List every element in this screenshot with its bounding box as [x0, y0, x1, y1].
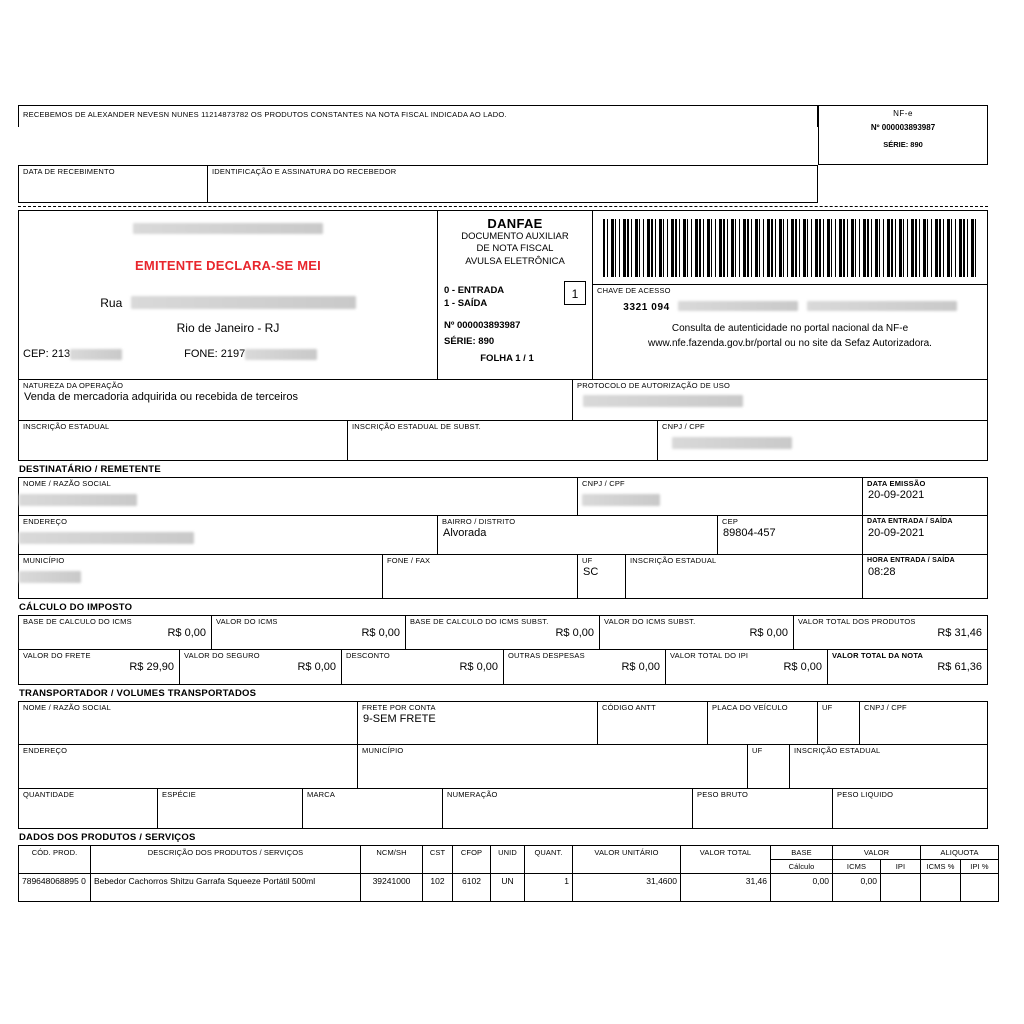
- dest-cep-label: CEP: [722, 517, 739, 526]
- peso-liquido-label: PESO LIQUIDO: [837, 790, 894, 799]
- valor-icms-subst-box: [600, 615, 794, 650]
- dest-cnpj-label: CNPJ / CPF: [582, 479, 625, 488]
- valor-icms-box: [212, 615, 406, 650]
- marca-label: MARCA: [307, 790, 336, 799]
- dest-bairro-label: BAIRRO / DISTRITO: [442, 517, 516, 526]
- dest-cep-value: 89804-457: [723, 527, 776, 540]
- data-recebimento-label: DATA DE RECEBIMENTO: [23, 167, 115, 176]
- th-valor: VALOR: [833, 846, 921, 860]
- dest-cnpj-redacted: [582, 494, 660, 506]
- codigo-antt-box: [598, 701, 708, 745]
- dest-data-emissao-box: [863, 477, 988, 516]
- valor-icms-subst-value: R$ 0,00: [749, 627, 788, 640]
- valor-total-nota-value: R$ 61,36: [937, 661, 982, 674]
- table-row: [19, 874, 999, 902]
- produtos-table: [18, 845, 999, 902]
- th-ncm: NCM/SH: [361, 846, 423, 874]
- barcode-image: [603, 219, 977, 277]
- cell-cod-prod: 789648068895 0: [19, 874, 91, 902]
- valor-total-nota-label: VALOR TOTAL DA NOTA: [832, 651, 924, 660]
- danfae-tipo-operacao: 1: [564, 281, 586, 305]
- desconto-label: DESCONTO: [346, 651, 390, 660]
- dest-nome-label: NOME / RAZÃO SOCIAL: [23, 479, 111, 488]
- especie-label: ESPÉCIE: [162, 790, 196, 799]
- cell-cfop: 6102: [453, 874, 491, 902]
- dest-cnpj-box: [578, 477, 863, 516]
- emitente-cidade: Rio de Janeiro - RJ: [176, 321, 280, 335]
- natureza-operacao-box: [18, 380, 573, 421]
- numeracao-label: NUMERAÇÃO: [447, 790, 498, 799]
- th-cfop: CFOP: [453, 846, 491, 874]
- dest-municipio-label: MUNICÍPIO: [23, 556, 65, 565]
- transp-municipio-box: [358, 745, 748, 789]
- danfae-saida-label: 1 - SAÍDA: [444, 297, 488, 309]
- imposto-section-title: CÁLCULO DO IMPOSTO: [19, 602, 133, 613]
- inscricao-subst-box: [348, 421, 658, 461]
- transportador-row-2: [18, 745, 988, 789]
- emitente-fone-label: FONE: 2197: [184, 348, 246, 360]
- danfae-entrada-label: 0 - ENTRADA: [444, 285, 505, 297]
- th-valor-ipi: IPI: [881, 860, 921, 874]
- valor-seguro-value: R$ 0,00: [297, 661, 336, 674]
- dest-cep-box: [718, 516, 863, 555]
- emitente-cnpj-redacted: [672, 437, 792, 449]
- dest-data-emissao-label: DATA EMISSÃO: [867, 479, 926, 488]
- danfae-box: [438, 210, 593, 380]
- transp-uf-box: [818, 701, 860, 745]
- dest-ie-label: INSCRIÇÃO ESTADUAL: [630, 556, 717, 565]
- inscricao-subst-label: INSCRIÇÃO ESTADUAL DE SUBST.: [352, 422, 481, 431]
- outras-despesas-box: [504, 650, 666, 685]
- emitente-box: [18, 210, 438, 380]
- transp-endereco-box: [18, 745, 358, 789]
- identificacao-recebedor-box: [208, 165, 818, 203]
- transp-ie-label: INSCRIÇÃO ESTADUAL: [794, 746, 881, 755]
- nfe-serie: SÉRIE: 890: [883, 140, 923, 149]
- transp-cnpj-label: CNPJ / CPF: [864, 703, 907, 712]
- valor-seguro-label: VALOR DO SEGURO: [184, 651, 260, 660]
- emitente-cep-redacted: [70, 349, 122, 360]
- valor-seguro-box: [180, 650, 342, 685]
- desconto-value: R$ 0,00: [459, 661, 498, 674]
- th-quant: QUANT.: [525, 846, 573, 874]
- transp-endereco-label: ENDEREÇO: [23, 746, 68, 755]
- cell-quant: 1: [525, 874, 573, 902]
- mei-declaration: EMITENTE DECLARA-SE MEI: [135, 258, 321, 273]
- protocolo-label: PROTOCOLO DE AUTORIZAÇÃO DE USO: [577, 381, 731, 390]
- dest-municipio-redacted: [19, 571, 81, 583]
- dest-hora-value: 08:28: [868, 565, 896, 578]
- valor-icms-value: R$ 0,00: [361, 627, 400, 640]
- transp-nome-box: [18, 701, 358, 745]
- valor-total-produtos-value: R$ 31,46: [937, 627, 982, 640]
- chave-acesso-valor: 3321 094: [623, 302, 670, 314]
- dest-hora-box: [863, 555, 988, 599]
- th-cst: CST: [423, 846, 453, 874]
- transp-uf-label: UF: [822, 703, 833, 712]
- base-icms-value: R$ 0,00: [167, 627, 206, 640]
- dest-fone-box: [383, 555, 578, 599]
- outras-despesas-label: OUTRAS DESPESAS: [508, 651, 585, 660]
- chave-acesso-redacted-2: [807, 301, 957, 311]
- base-icms-subst-box: [406, 615, 600, 650]
- cell-aliq-ipi: [961, 874, 999, 902]
- recibo-text: RECEBEMOS DE ALEXANDER NEVESN NUNES 11214873782 OS PRODUTOS CONSTANTES NA NOTA FISCAL INDICADA AO LADO.: [23, 110, 507, 119]
- cell-descricao: Bebedor Cachorros Shitzu Garrafa Squeeze Portátil 500ml: [91, 874, 361, 902]
- valor-ipi-label: VALOR TOTAL DO IPI: [670, 651, 749, 660]
- danfae-title: DANFAE: [487, 216, 543, 231]
- destinatario-row-3: [18, 555, 988, 599]
- danfae-numero: Nº 000003893987: [444, 319, 521, 331]
- danfae-subtitle-1: DOCUMENTO AUXILIAR: [461, 231, 569, 242]
- dest-data-entrada-label: DATA ENTRADA / SAÍDA: [867, 518, 953, 525]
- data-recebimento-box: [18, 165, 208, 203]
- base-icms-box: [18, 615, 212, 650]
- transp-cnpj-box: [860, 701, 988, 745]
- nfe-numero: Nº 000003893987: [870, 123, 936, 132]
- produtos-section-title: DADOS DOS PRODUTOS / SERVIÇOS: [19, 832, 196, 843]
- dest-fone-label: FONE / FAX: [387, 556, 431, 565]
- dest-ie-box: [626, 555, 863, 599]
- chave-acesso-redacted: [678, 301, 798, 311]
- peso-bruto-label: PESO BRUTO: [697, 790, 749, 799]
- base-icms-subst-label: BASE DE CALCULO DO ICMS SUBST.: [410, 617, 549, 626]
- dest-endereco-box: [18, 516, 438, 555]
- peso-liquido-box: [833, 789, 988, 829]
- dest-nome-redacted: [19, 494, 137, 506]
- valor-icms-label: VALOR DO ICMS: [216, 617, 278, 626]
- valor-total-produtos-label: VALOR TOTAL DOS PRODUTOS: [798, 617, 916, 626]
- codigo-antt-label: CÓDIGO ANTT: [602, 703, 656, 712]
- valor-frete-box: [18, 650, 180, 685]
- th-aliq-icms: ICMS %: [921, 860, 961, 874]
- th-base: BASE: [771, 846, 833, 860]
- natureza-row: [18, 380, 988, 421]
- recibo-text-box: [18, 105, 818, 127]
- emitente-rua-label: Rua: [100, 296, 123, 310]
- emitente-fone-redacted: [245, 349, 317, 360]
- valor-icms-subst-label: VALOR DO ICMS SUBST.: [604, 617, 696, 626]
- dest-data-entrada-box: [863, 516, 988, 555]
- produtos-header-group-row: [19, 846, 999, 860]
- dest-nome-box: [18, 477, 578, 516]
- desconto-box: [342, 650, 504, 685]
- imposto-row-1: [18, 615, 988, 650]
- natureza-operacao-value: Venda de mercadoria adquirida ou recebida de terceiros: [24, 391, 298, 404]
- recibo-section: [18, 105, 988, 203]
- cell-unid: UN: [491, 874, 525, 902]
- valor-total-produtos-box: [794, 615, 988, 650]
- emitente-cep-label: CEP: 213: [23, 348, 71, 360]
- inscricao-estadual-label: INSCRIÇÃO ESTADUAL: [23, 422, 110, 431]
- danfae-document: [18, 105, 988, 902]
- consulta-line-2: www.nfe.fazenda.gov.br/portal ou no site da Sefaz Autorizadora.: [648, 337, 932, 349]
- transportador-section-title: TRANSPORTADOR / VOLUMES TRANSPORTADOS: [19, 688, 257, 699]
- destinatario-row-1: [18, 477, 988, 516]
- danfae-serie: SÉRIE: 890: [444, 336, 495, 348]
- cell-ncm: 39241000: [361, 874, 423, 902]
- danfae-subtitle-3: AVULSA ELETRÔNICA: [465, 255, 565, 267]
- placa-veiculo-box: [708, 701, 818, 745]
- transportador-row-1: [18, 701, 988, 745]
- th-valor-unitario: VALOR UNITÁRIO: [573, 846, 681, 874]
- chave-acesso-label: CHAVE DE ACESSO: [597, 286, 671, 295]
- danfae-folha: FOLHA 1 / 1: [480, 353, 534, 365]
- th-descricao: DESCRIÇÃO DOS PRODUTOS / SERVIÇOS: [91, 846, 361, 874]
- frete-conta-value: 9-SEM FRETE: [363, 713, 436, 726]
- cell-valor-unitario: 31,4600: [573, 874, 681, 902]
- dest-municipio-box: [18, 555, 383, 599]
- cell-valor-total: 31,46: [681, 874, 771, 902]
- emitente-cnpj-box: [658, 421, 988, 461]
- th-unid: UNID: [491, 846, 525, 874]
- nfe-box: [818, 105, 988, 165]
- emitente-rua-redacted: [131, 296, 356, 309]
- valor-frete-label: VALOR DO FRETE: [23, 651, 91, 660]
- frete-conta-label: FRETE POR CONTA: [362, 703, 436, 712]
- protocolo-box: [573, 380, 988, 421]
- valor-total-nota-box: [828, 650, 988, 685]
- imposto-row-2: [18, 650, 988, 685]
- cell-cst: 102: [423, 874, 453, 902]
- transp-ie-box: [790, 745, 988, 789]
- th-valor-total: VALOR TOTAL: [681, 846, 771, 874]
- especie-box: [158, 789, 303, 829]
- transp-uf2-label: UF: [752, 746, 763, 755]
- tear-line: [18, 206, 988, 207]
- destinatario-section-title: DESTINATÁRIO / REMETENTE: [19, 464, 161, 475]
- base-icms-subst-value: R$ 0,00: [555, 627, 594, 640]
- dest-uf-label: UF: [582, 556, 593, 565]
- natureza-operacao-label: NATUREZA DA OPERAÇÃO: [23, 381, 124, 390]
- emitente-cnpj-label: CNPJ / CPF: [662, 422, 705, 431]
- recibo-bottom-row: [18, 165, 988, 203]
- th-aliq-ipi: IPI %: [961, 860, 999, 874]
- th-cod-prod: CÓD. PROD.: [19, 846, 91, 874]
- cell-aliq-icms: [921, 874, 961, 902]
- placa-veiculo-label: PLACA DO VEÍCULO: [712, 703, 788, 712]
- cell-valor-ipi: [881, 874, 921, 902]
- chave-acesso-box: [593, 210, 988, 380]
- danfae-subtitle-2: DE NOTA FISCAL: [476, 243, 554, 255]
- dest-uf-box: [578, 555, 626, 599]
- dest-uf-value: SC: [583, 566, 599, 579]
- valor-frete-value: R$ 29,90: [129, 661, 174, 674]
- base-icms-label: BASE DE CALCULO DO ICMS: [23, 617, 132, 626]
- valor-ipi-box: [666, 650, 828, 685]
- quantidade-box: [18, 789, 158, 829]
- destinatario-row-2: [18, 516, 988, 555]
- inscricao-estadual-box: [18, 421, 348, 461]
- th-base-calculo: Cálculo: [771, 860, 833, 874]
- dest-bairro-box: [438, 516, 718, 555]
- protocolo-redacted: [583, 395, 743, 407]
- cell-base-calculo: 0,00: [771, 874, 833, 902]
- peso-bruto-box: [693, 789, 833, 829]
- valor-ipi-value: R$ 0,00: [783, 661, 822, 674]
- dest-bairro-value: Alvorada: [443, 527, 487, 540]
- dest-endereco-redacted: [19, 532, 194, 544]
- transp-nome-label: NOME / RAZÃO SOCIAL: [23, 703, 111, 712]
- numeracao-box: [443, 789, 693, 829]
- transp-uf2-box: [748, 745, 790, 789]
- dest-hora-label: HORA ENTRADA / SAÍDA: [867, 557, 955, 564]
- th-valor-icms: ICMS: [833, 860, 881, 874]
- transportador-row-3: [18, 789, 988, 829]
- nfe-label: NF-e: [893, 109, 913, 118]
- marca-box: [303, 789, 443, 829]
- identificacao-recebedor-label: IDENTIFICAÇÃO E ASSINATURA DO RECEBEDOR: [212, 167, 397, 176]
- dest-data-entrada-value: 20-09-2021: [868, 526, 925, 539]
- quantidade-label: QUANTIDADE: [23, 790, 75, 799]
- frete-conta-box: [358, 701, 598, 745]
- emitente-nome-redacted: [133, 223, 323, 234]
- outras-despesas-value: R$ 0,00: [621, 661, 660, 674]
- transp-municipio-label: MUNICÍPIO: [362, 746, 404, 755]
- recibo-top-row: [18, 105, 988, 165]
- inscricoes-row: [18, 421, 988, 461]
- th-aliquota: ALIQUOTA: [921, 846, 999, 860]
- dest-data-emissao-value: 20-09-2021: [868, 489, 925, 502]
- dest-endereco-label: ENDEREÇO: [23, 517, 68, 526]
- cell-valor-icms: 0,00: [833, 874, 881, 902]
- consulta-line-1: Consulta de autenticidade no portal nacional da NF-e: [671, 323, 909, 335]
- emitente-danfae-row: [18, 210, 988, 380]
